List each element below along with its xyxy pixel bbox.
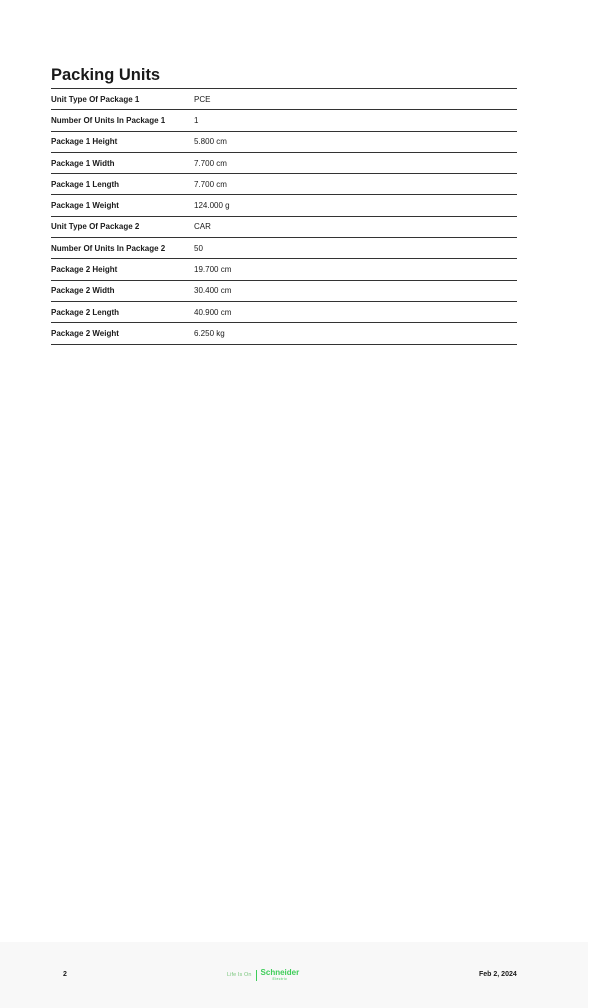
row-value: 1 <box>194 110 517 131</box>
document-date: Feb 2, 2024 <box>479 971 517 978</box>
section-title: Packing Units <box>51 64 517 89</box>
packing-units-section <box>51 64 517 345</box>
packing-units-table <box>51 89 517 345</box>
row-label: Package 2 Length <box>51 301 194 322</box>
row-label: Package 2 Width <box>51 280 194 301</box>
page-number: 2 <box>63 971 67 978</box>
logo-wordmark: Schneider <box>260 968 300 977</box>
table-row <box>51 323 517 344</box>
row-value: 7.700 cm <box>194 152 517 173</box>
table-row <box>51 238 517 259</box>
row-value: PCE <box>194 89 517 110</box>
table-row <box>51 259 517 280</box>
table-row <box>51 301 517 322</box>
brand-logo <box>227 968 299 982</box>
row-value: 30.400 cm <box>194 280 517 301</box>
row-value: 124.000 g <box>194 195 517 216</box>
row-label: Package 1 Width <box>51 152 194 173</box>
table-row <box>51 110 517 131</box>
row-value: CAR <box>194 216 517 237</box>
row-value: 50 <box>194 238 517 259</box>
schneider-electric-logo <box>261 969 300 981</box>
row-label: Package 1 Length <box>51 174 194 195</box>
table-row <box>51 89 517 110</box>
table-row <box>51 195 517 216</box>
table-row <box>51 174 517 195</box>
table-row <box>51 152 517 173</box>
table-row <box>51 131 517 152</box>
row-value: 6.250 kg <box>194 323 517 344</box>
row-label: Package 1 Height <box>51 131 194 152</box>
row-label: Unit Type Of Package 2 <box>51 216 194 237</box>
row-label: Package 2 Height <box>51 259 194 280</box>
table-row <box>51 216 517 237</box>
row-value: 19.700 cm <box>194 259 517 280</box>
row-value: 7.700 cm <box>194 174 517 195</box>
packing-units-table-body <box>51 89 517 344</box>
row-label: Number Of Units In Package 2 <box>51 238 194 259</box>
row-label: Unit Type Of Package 1 <box>51 89 194 110</box>
row-label: Package 1 Weight <box>51 195 194 216</box>
table-row <box>51 280 517 301</box>
page-footer <box>0 942 588 1008</box>
row-value: 5.800 cm <box>194 131 517 152</box>
row-label: Package 2 Weight <box>51 323 194 344</box>
brand-separator <box>256 970 257 981</box>
row-label: Number Of Units In Package 1 <box>51 110 194 131</box>
brand-tagline: Life Is On <box>227 972 252 978</box>
logo-subtitle: Electric <box>272 976 288 981</box>
row-value: 40.900 cm <box>194 301 517 322</box>
